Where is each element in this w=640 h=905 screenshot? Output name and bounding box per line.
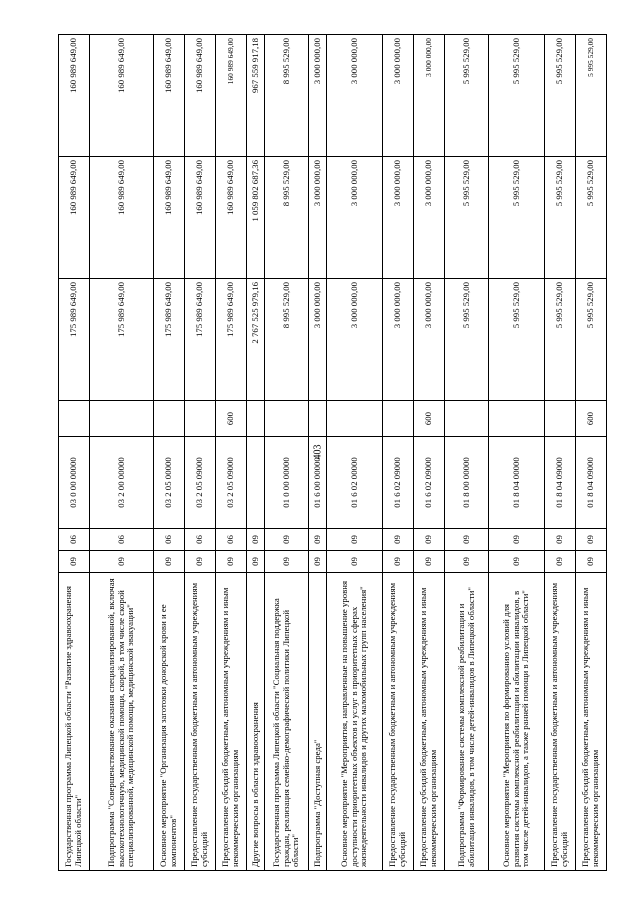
row-target-article-cell: 01 0 00 00000: [265, 437, 309, 529]
row-subsection-cell: 09: [414, 529, 445, 551]
rotated-page-content: [58, 35, 600, 871]
row-amount-year2-cell: 1 059 802 687,36: [247, 157, 265, 279]
row-expense-type-cell: [309, 401, 327, 437]
row-target-article-cell: 03 2 00 00000: [90, 437, 154, 529]
row-amount-year1-cell: 5 995 529,00: [576, 279, 607, 401]
row-amount-year3-cell: 5 995 529,00: [445, 35, 489, 157]
row-subsection-cell: 06: [216, 529, 247, 551]
row-expense-type-cell: [489, 401, 545, 437]
row-target-article-cell: 01 6 00 00000: [309, 437, 327, 529]
row-name-cell: Предоставление субсидий бюджетным, автономным учреждениям и иным некоммерческим организациям: [216, 573, 247, 871]
row-subsection-cell: 06: [59, 529, 90, 551]
table-row: [576, 35, 607, 871]
row-target-article-cell: [247, 437, 265, 529]
row-section-cell: 09: [545, 551, 576, 573]
row-target-article-cell: 01 6 02 00000: [327, 437, 383, 529]
row-amount-year1-cell: 175 989 649,00: [59, 279, 90, 401]
row-expense-type-cell: [154, 401, 185, 437]
row-name-cell: Подпрограмма "Доступная среда": [309, 573, 327, 871]
row-amount-year1-cell: 3 000 000,00: [327, 279, 383, 401]
table-row: [59, 35, 90, 871]
row-amount-year2-cell: 160 989 649,00: [59, 157, 90, 279]
row-amount-year2-cell: 8 995 529,00: [265, 157, 309, 279]
row-amount-year1-cell: 3 000 000,00: [414, 279, 445, 401]
row-expense-type-cell: [445, 401, 489, 437]
row-subsection-cell: 09: [265, 529, 309, 551]
row-amount-year3-cell: 3 000 000,00: [327, 35, 383, 157]
table-row: [309, 35, 327, 871]
row-amount-year3-cell: 160 989 649,00: [59, 35, 90, 157]
row-expense-type-cell: [545, 401, 576, 437]
row-section-cell: 09: [327, 551, 383, 573]
table-row: [185, 35, 216, 871]
row-amount-year3-cell: 160 989 649,00: [154, 35, 185, 157]
row-target-article-cell: 03 2 05 09000: [216, 437, 247, 529]
row-name-cell: Предоставление субсидий бюджетным, автономным учреждениям и иным некоммерческим организациям: [576, 573, 607, 871]
row-expense-type-cell: [185, 401, 216, 437]
row-amount-year2-cell: 3 000 000,00: [383, 157, 414, 279]
row-target-article-cell: 03 2 05 00000: [154, 437, 185, 529]
row-subsection-cell: 09: [445, 529, 489, 551]
row-expense-type-cell: 600: [414, 401, 445, 437]
row-amount-year2-cell: 160 989 649,00: [185, 157, 216, 279]
row-target-article-cell: 01 8 04 00000: [489, 437, 545, 529]
row-target-article-cell: 01 8 00 00000: [445, 437, 489, 529]
row-subsection-cell: 09: [247, 529, 265, 551]
row-subsection-cell: 09: [489, 529, 545, 551]
row-amount-year3-cell: 160 989 649,00: [216, 35, 247, 157]
row-subsection-cell: 09: [383, 529, 414, 551]
row-subsection-cell: 09: [309, 529, 327, 551]
row-amount-year2-cell: 160 989 649,00: [216, 157, 247, 279]
row-target-article-cell: 01 6 02 09000: [383, 437, 414, 529]
row-target-article-cell: 03 2 05 09000: [185, 437, 216, 529]
row-expense-type-cell: [265, 401, 309, 437]
budget-table: [58, 34, 607, 871]
row-name-cell: Государственная программа Липецкой области "Развитие здравоохранения Липецкой области": [59, 573, 90, 871]
table-row: [265, 35, 309, 871]
table-row: [545, 35, 576, 871]
row-name-cell: Основное мероприятие "Организация заготовки донорской крови и ее компонентов": [154, 573, 185, 871]
row-section-cell: 09: [414, 551, 445, 573]
row-section-cell: 09: [576, 551, 607, 573]
row-amount-year2-cell: 160 989 649,00: [154, 157, 185, 279]
row-expense-type-cell: [327, 401, 383, 437]
row-section-cell: 09: [265, 551, 309, 573]
row-expense-type-cell: 600: [576, 401, 607, 437]
row-amount-year2-cell: 160 989 649,00: [90, 157, 154, 279]
row-name-cell: Основное мероприятие "Мероприятия по формированию условий для развития системы комплексной реабилитации и абилитации инвалидов, в том числе детей-инвалидов, а также ранней помощи в Липецкой области": [489, 573, 545, 871]
row-target-article-cell: 01 6 02 09000: [414, 437, 445, 529]
row-name-cell: Основное мероприятие "Мероприятия, направленные на повышение уровня доступности приоритетных объектов и услуг в приоритетных сферах жизнедеятельности инвалидов и других маломобильных групп населения": [327, 573, 383, 871]
row-section-cell: 09: [445, 551, 489, 573]
row-amount-year1-cell: 3 000 000,00: [309, 279, 327, 401]
row-expense-type-cell: 600: [216, 401, 247, 437]
row-section-cell: 09: [59, 551, 90, 573]
row-name-cell: Предоставление государственным бюджетным и автономным учреждениям субсидий: [383, 573, 414, 871]
row-name-cell: Государственная программа Липецкой области "Социальная поддержка граждан, реализация семейно-демографической политики Липецкой области": [265, 573, 309, 871]
table-row: [489, 35, 545, 871]
row-name-cell: Предоставление государственным бюджетным и автономным учреждениям субсидий: [185, 573, 216, 871]
table-row: [414, 35, 445, 871]
row-name-cell: Другие вопросы в области здравоохранения: [247, 573, 265, 871]
row-amount-year3-cell: 5 995 529,00: [489, 35, 545, 157]
row-name-cell: Подпрограмма "Формирование системы комплексной реабилитации и абилитации инвалидов, в том числе детей-инвалидов в Липецкой области": [445, 573, 489, 871]
row-amount-year2-cell: 5 995 529,00: [545, 157, 576, 279]
row-subsection-cell: 09: [576, 529, 607, 551]
row-subsection-cell: 06: [90, 529, 154, 551]
row-amount-year3-cell: 160 989 649,00: [185, 35, 216, 157]
table-row: [327, 35, 383, 871]
budget-table-body: [59, 35, 607, 871]
row-section-cell: 09: [90, 551, 154, 573]
row-amount-year2-cell: 5 995 529,00: [489, 157, 545, 279]
row-amount-year1-cell: 5 995 529,00: [445, 279, 489, 401]
row-amount-year2-cell: 3 000 000,00: [309, 157, 327, 279]
row-target-article-cell: 03 0 00 00000: [59, 437, 90, 529]
row-amount-year1-cell: 175 989 649,00: [216, 279, 247, 401]
row-amount-year3-cell: 3 000 000,00: [383, 35, 414, 157]
row-section-cell: 09: [383, 551, 414, 573]
row-amount-year1-cell: 5 995 529,00: [489, 279, 545, 401]
row-amount-year3-cell: 3 000 000,00: [309, 35, 327, 157]
table-viewport: [58, 35, 600, 871]
table-row: [445, 35, 489, 871]
row-name-cell: Подпрограмма "Совершенствование оказания специализированной, включая высокотехнологичную, медицинской помощи, скорой, в том числе скорой специализированной, медицинской помощи, медицинской эвакуации": [90, 573, 154, 871]
row-amount-year3-cell: 967 559 917,18: [247, 35, 265, 157]
row-subsection-cell: 06: [154, 529, 185, 551]
row-subsection-cell: 09: [545, 529, 576, 551]
row-amount-year1-cell: 175 989 649,00: [154, 279, 185, 401]
page-number: 403: [312, 444, 324, 460]
row-expense-type-cell: [247, 401, 265, 437]
row-amount-year1-cell: 3 000 000,00: [383, 279, 414, 401]
row-amount-year1-cell: 175 989 649,00: [185, 279, 216, 401]
row-amount-year2-cell: 3 000 000,00: [327, 157, 383, 279]
row-amount-year1-cell: 175 989 649,00: [90, 279, 154, 401]
table-row: [216, 35, 247, 871]
row-section-cell: 09: [489, 551, 545, 573]
row-section-cell: 09: [247, 551, 265, 573]
row-amount-year1-cell: 8 995 529,00: [265, 279, 309, 401]
row-target-article-cell: 01 8 04 09000: [576, 437, 607, 529]
row-expense-type-cell: [383, 401, 414, 437]
row-expense-type-cell: [59, 401, 90, 437]
row-amount-year2-cell: 3 000 000,00: [414, 157, 445, 279]
row-name-cell: Предоставление государственным бюджетным и автономным учреждениям субсидий: [545, 573, 576, 871]
row-amount-year3-cell: 5 995 529,00: [576, 35, 607, 157]
row-section-cell: 09: [185, 551, 216, 573]
row-section-cell: 09: [309, 551, 327, 573]
row-amount-year3-cell: 5 995 529,00: [545, 35, 576, 157]
row-amount-year2-cell: 5 995 529,00: [576, 157, 607, 279]
row-section-cell: 09: [216, 551, 247, 573]
row-amount-year3-cell: 160 989 649,00: [90, 35, 154, 157]
row-subsection-cell: 09: [327, 529, 383, 551]
row-amount-year1-cell: 5 995 529,00: [545, 279, 576, 401]
table-row: [383, 35, 414, 871]
row-subsection-cell: 06: [185, 529, 216, 551]
row-expense-type-cell: [90, 401, 154, 437]
row-amount-year3-cell: 3 000 000,00: [414, 35, 445, 157]
row-target-article-cell: 01 8 04 09000: [545, 437, 576, 529]
row-amount-year1-cell: 2 767 525 979,16: [247, 279, 265, 401]
row-name-cell: Предоставление субсидий бюджетным, автономным учреждениям и иным некоммерческим организациям: [414, 573, 445, 871]
row-section-cell: 09: [154, 551, 185, 573]
row-amount-year2-cell: 5 995 529,00: [445, 157, 489, 279]
table-row: [247, 35, 265, 871]
row-amount-year3-cell: 8 995 529,00: [265, 35, 309, 157]
table-row: [90, 35, 154, 871]
table-row: [154, 35, 185, 871]
